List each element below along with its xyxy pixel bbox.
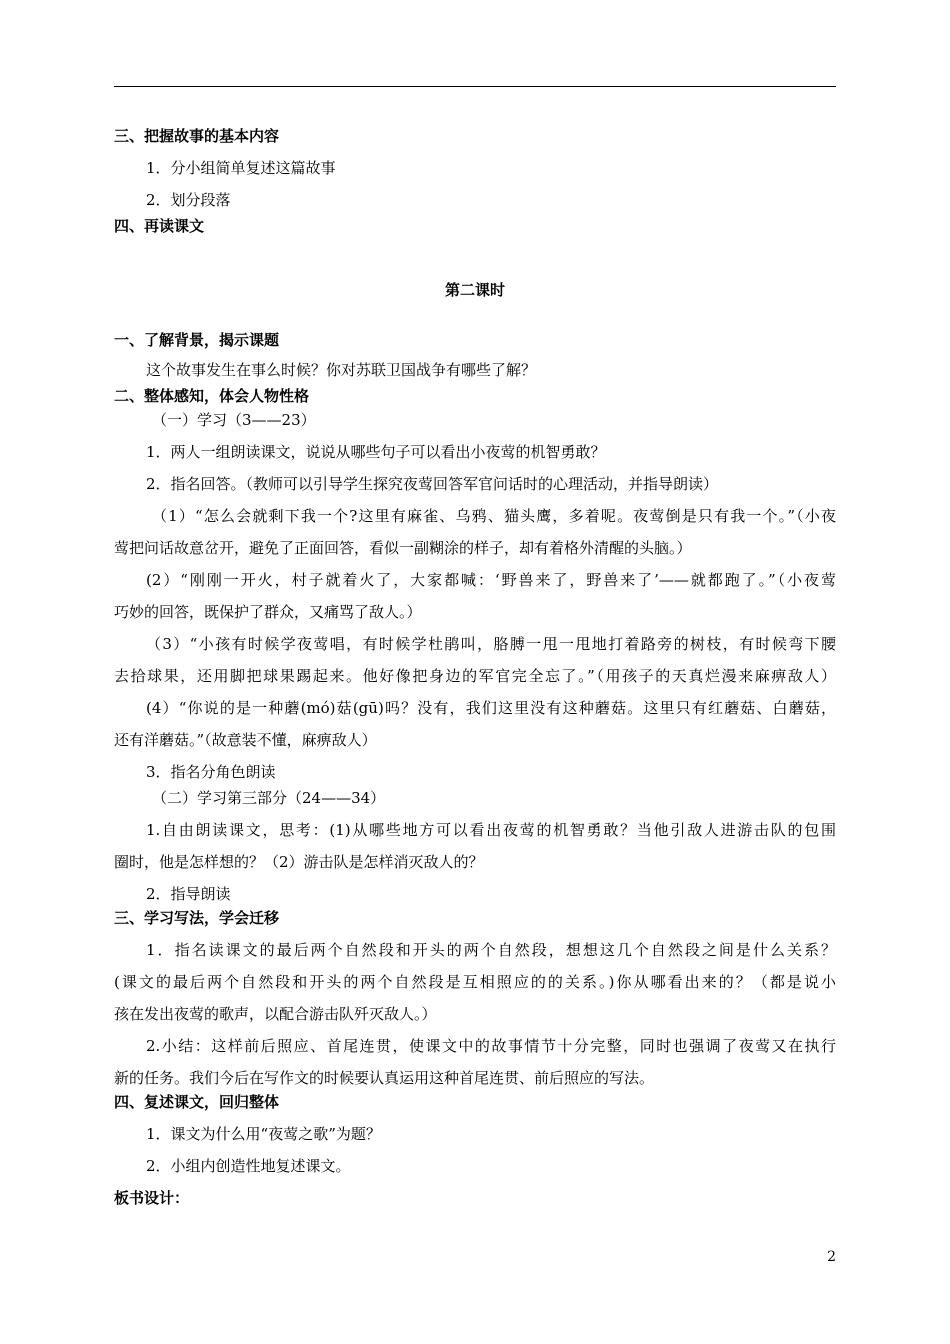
section-heading: 四、复述课文，回归整体 — [114, 1093, 280, 1111]
section-heading: 三、把握故事的基本内容 — [114, 127, 280, 145]
text-line: 2．指名回答。（教师可以引导学生探究夜莺回答军官问话时的心理活动，并指导朗读） — [146, 475, 719, 493]
subsection-heading: （一）学习（3——23） — [152, 411, 316, 429]
text-line: 巧妙的回答，既保护了群众，又痛骂了敌人。） — [114, 603, 422, 621]
text-line: 1.自由朗读课文，思考：(1)从哪些地方可以看出夜莺的机智勇敢？当他引敌人进游击队的包围 — [146, 821, 836, 839]
section-heading: 二、整体感知，体会人物性格 — [114, 387, 310, 405]
text-line: 2．划分段落 — [146, 191, 231, 209]
text-line: 1．两人一组朗读课文，说说从哪些句子可以看出小夜莺的机智勇敢？ — [146, 443, 606, 461]
page-number: 2 — [827, 1249, 836, 1265]
text-line: (4）“你说的是一种蘑(mó)菇(gū)吗？没有，我们这里没有这种蘑菇。这里只有红蘑菇、白蘑菇， — [146, 699, 836, 717]
text-line: 1．课文为什么用“夜莺之歌”为题？ — [146, 1125, 381, 1143]
header-rule — [114, 86, 836, 87]
text-line: (课文的最后两个自然段和开头的两个自然段是互相照应的的关系。)你从哪看出来的？（都是说小 — [114, 973, 836, 991]
text-line: 莺把问话故意岔开，避免了正面回答，看似一副糊涂的样子，却有着格外清醒的头脑。） — [114, 539, 692, 557]
text-line: （3）“小孩有时候学夜莺唱，有时候学杜鹃叫，胳膊一甩一甩地打着路旁的树枝，有时候弯下腰 — [146, 635, 836, 653]
subsection-heading: （二）学习第三部分（24——34） — [152, 789, 386, 807]
text-line: 2．指导朗读 — [146, 885, 231, 903]
section-heading: 三、学习写法，学会迁移 — [114, 909, 280, 927]
text-line: 2.小结：这样前后照应、首尾连贯，使课文中的故事情节十分完整，同时也强调了夜莺又在执行 — [146, 1037, 836, 1055]
text-line: 1．分小组简单复述这篇故事 — [146, 159, 336, 177]
text-line: 新的任务。我们今后在写作文的时候要认真运用这种首尾连贯、前后照应的写法。 — [114, 1069, 655, 1087]
text-line: 3．指名分角色朗读 — [146, 763, 276, 781]
section-heading: 四、再读课文 — [114, 217, 205, 235]
section-heading: 一、了解背景，揭示课题 — [114, 331, 280, 349]
text-line: 这个故事发生在事么时候？你对苏联卫国战争有哪些了解？ — [146, 361, 537, 379]
board-design-label: 板书设计： — [114, 1189, 190, 1207]
text-line: 孩在发出夜莺的歌声，以配合游击队歼灭敌人。） — [114, 1005, 437, 1023]
text-line: (2）“刚刚一开火，村子就着火了，大家都喊：‘野兽来了，野兽来了’——就都跑了。”（小夜莺 — [146, 571, 836, 589]
lesson-title: 第二课时 — [444, 281, 505, 299]
text-line: 圈时，他是怎样想的？（2）游击队是怎样消灭敌人的？ — [114, 853, 484, 871]
text-line: 还有洋蘑菇。”（故意装不懂，麻痹敌人） — [114, 731, 377, 749]
text-line: 1．指名读课文的最后两个自然段和开头的两个自然段，想想这几个自然段之间是什么关系？ — [146, 941, 836, 959]
text-line: 2．小组内创造性地复述课文。 — [146, 1157, 351, 1175]
text-line: （1）“怎么会就剩下我一个?这里有麻雀、乌鸦、猫头鹰，多着呢。夜莺倒是只有我一个。”（小夜 — [152, 507, 836, 525]
text-line: 去拾球果，还用脚把球果踢起来。他好像把身边的军官完全忘了。”（用孩子的天真烂漫来麻痹敌人） — [114, 667, 836, 685]
